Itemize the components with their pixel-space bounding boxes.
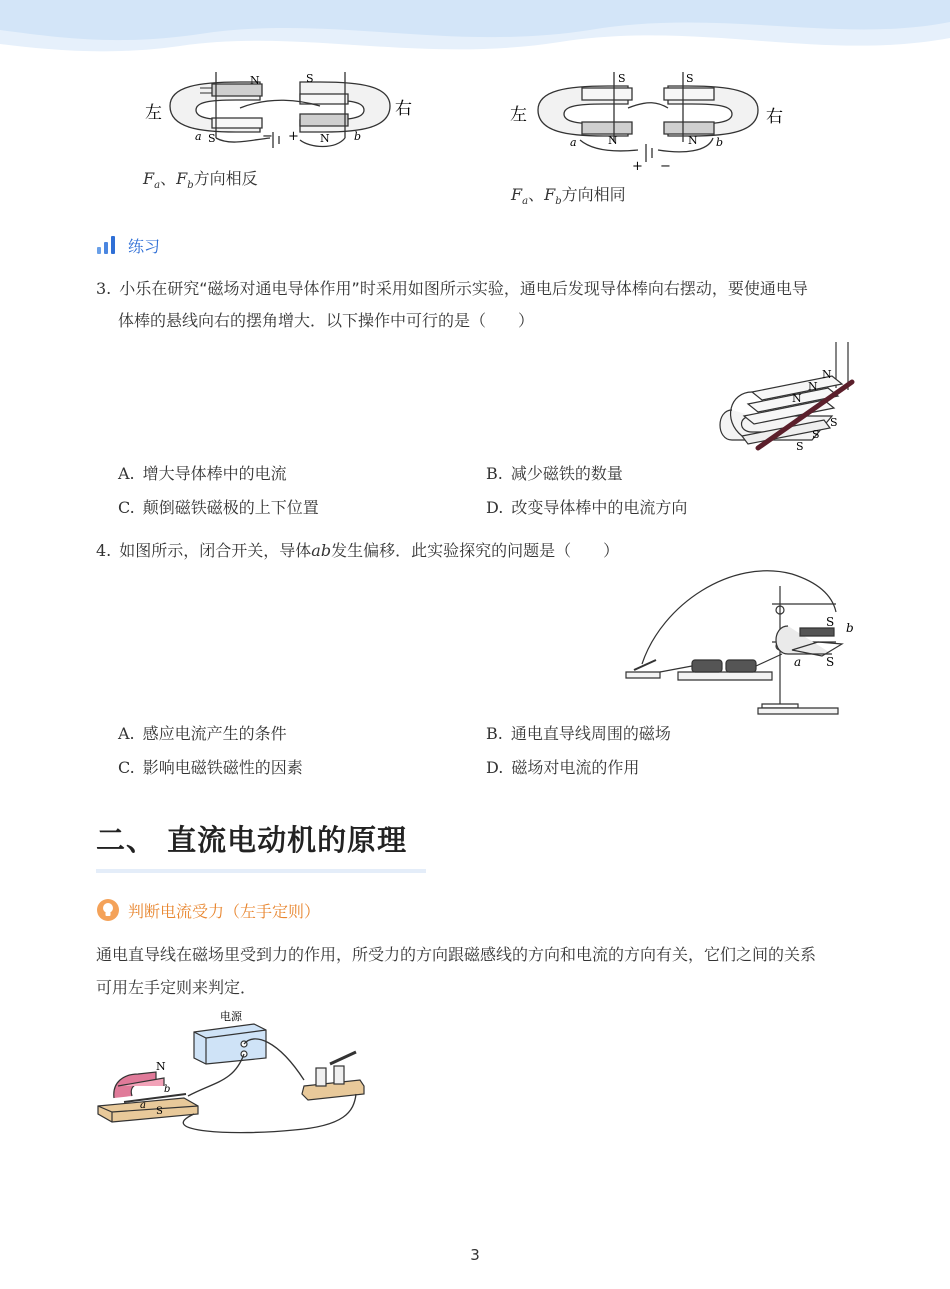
- q3-option-b[interactable]: B. 减少磁铁的数量: [486, 464, 623, 483]
- fig1-left-label: 左: [145, 103, 162, 123]
- svg-text:N: N: [808, 380, 818, 393]
- bar-chart-icon: [96, 235, 118, 255]
- fig2-left-label: 左: [510, 105, 527, 125]
- q3-text-line2: 体棒的悬线向右的摆角增大．以下操作中可行的是（ ）: [118, 311, 535, 330]
- svg-text:b: b: [354, 130, 362, 143]
- svg-text:S: S: [826, 655, 835, 669]
- q3-option-c[interactable]: C. 颠倒磁铁磁极的上下位置: [118, 498, 319, 517]
- svg-text:S: S: [306, 72, 314, 85]
- q3-text-line1: 小乐在研究“磁场对通电导体作用”时采用如图所示实验，通电后发现导体棒向右摆动，要使通电导: [119, 279, 808, 298]
- q4-option-b[interactable]: B. 通电直导线周围的磁场: [486, 724, 671, 743]
- q4-option-c[interactable]: C. 影响电磁铁磁性的因素: [118, 758, 303, 777]
- q4-option-d[interactable]: D. 磁场对电流的作用: [486, 758, 640, 777]
- header-wave-decoration: [0, 0, 950, 70]
- svg-text:−: −: [262, 129, 273, 144]
- q4-number: 4.: [96, 541, 112, 560]
- question-4: 4. 如图所示，闭合开关，导体ab发生偏移．此实验探究的问题是（ ）: [96, 541, 620, 560]
- svg-text:S: S: [618, 72, 626, 85]
- svg-text:N: N: [608, 134, 618, 147]
- q4-figure-apparatus: [622, 564, 862, 720]
- fig2-right-label: 右: [766, 107, 783, 127]
- svg-text:a: a: [794, 655, 802, 669]
- q4-option-a[interactable]: A. 感应电流产生的条件: [118, 724, 287, 743]
- rule-header: [96, 898, 320, 922]
- practice-label: 练习: [128, 236, 161, 256]
- lightbulb-icon: [96, 898, 120, 922]
- svg-text:S: S: [208, 132, 216, 145]
- rule-paragraph: 通电直导线在磁场里受到力的作用，所受力的方向跟磁感线的方向和电流的方向有关，它们之间的关系 可用左手定则来判定．: [96, 945, 817, 997]
- svg-text:b: b: [846, 621, 854, 635]
- svg-text:−: −: [660, 159, 671, 174]
- q3-option-a[interactable]: A. 增大导体棒中的电流: [118, 464, 287, 483]
- fig1-right-label: 右: [395, 99, 412, 119]
- figure-magnets-opposite: [140, 66, 420, 166]
- svg-text:b: b: [164, 1084, 171, 1095]
- svg-text:S: S: [686, 72, 694, 85]
- svg-text:a: a: [195, 130, 202, 143]
- svg-text:+: +: [632, 159, 643, 174]
- svg-text:S: S: [156, 1106, 163, 1117]
- figure-magnets-same: [508, 66, 788, 178]
- svg-text:N: N: [792, 392, 802, 405]
- rule-label: 判断电流受力（左手定则）: [128, 901, 321, 921]
- svg-text:a: a: [570, 136, 577, 149]
- svg-text:N: N: [320, 132, 330, 145]
- svg-text:S: S: [830, 416, 838, 429]
- left-hand-rule-apparatus: [94, 1002, 370, 1142]
- svg-text:+: +: [288, 129, 299, 144]
- svg-text:N: N: [688, 134, 698, 147]
- fig1-caption: $F_a$、$F_b$方向相反: [143, 169, 258, 192]
- q3-figure-magnets-rod: [712, 340, 862, 455]
- svg-text:S: S: [826, 615, 835, 629]
- page-number: 3: [470, 1246, 480, 1264]
- q3-option-d[interactable]: D. 改变导体棒中的电流方向: [486, 498, 688, 517]
- svg-text:N: N: [156, 1060, 166, 1073]
- svg-text:a: a: [140, 1100, 146, 1111]
- section-heading: 二、 直流电动机的原理: [96, 823, 408, 857]
- svg-text:N: N: [822, 368, 832, 381]
- q3-number: 3.: [96, 279, 112, 298]
- svg-text:S: S: [796, 440, 804, 453]
- section-heading-underline: [96, 869, 426, 873]
- practice-header: [96, 234, 160, 256]
- question-3: [96, 273, 856, 337]
- svg-text:b: b: [716, 136, 724, 149]
- fig2-caption: $F_a$、$F_b$方向相同: [511, 185, 626, 208]
- svg-text:N: N: [250, 74, 260, 87]
- power-supply-label: 电源: [220, 1010, 242, 1023]
- svg-text:S: S: [812, 428, 820, 441]
